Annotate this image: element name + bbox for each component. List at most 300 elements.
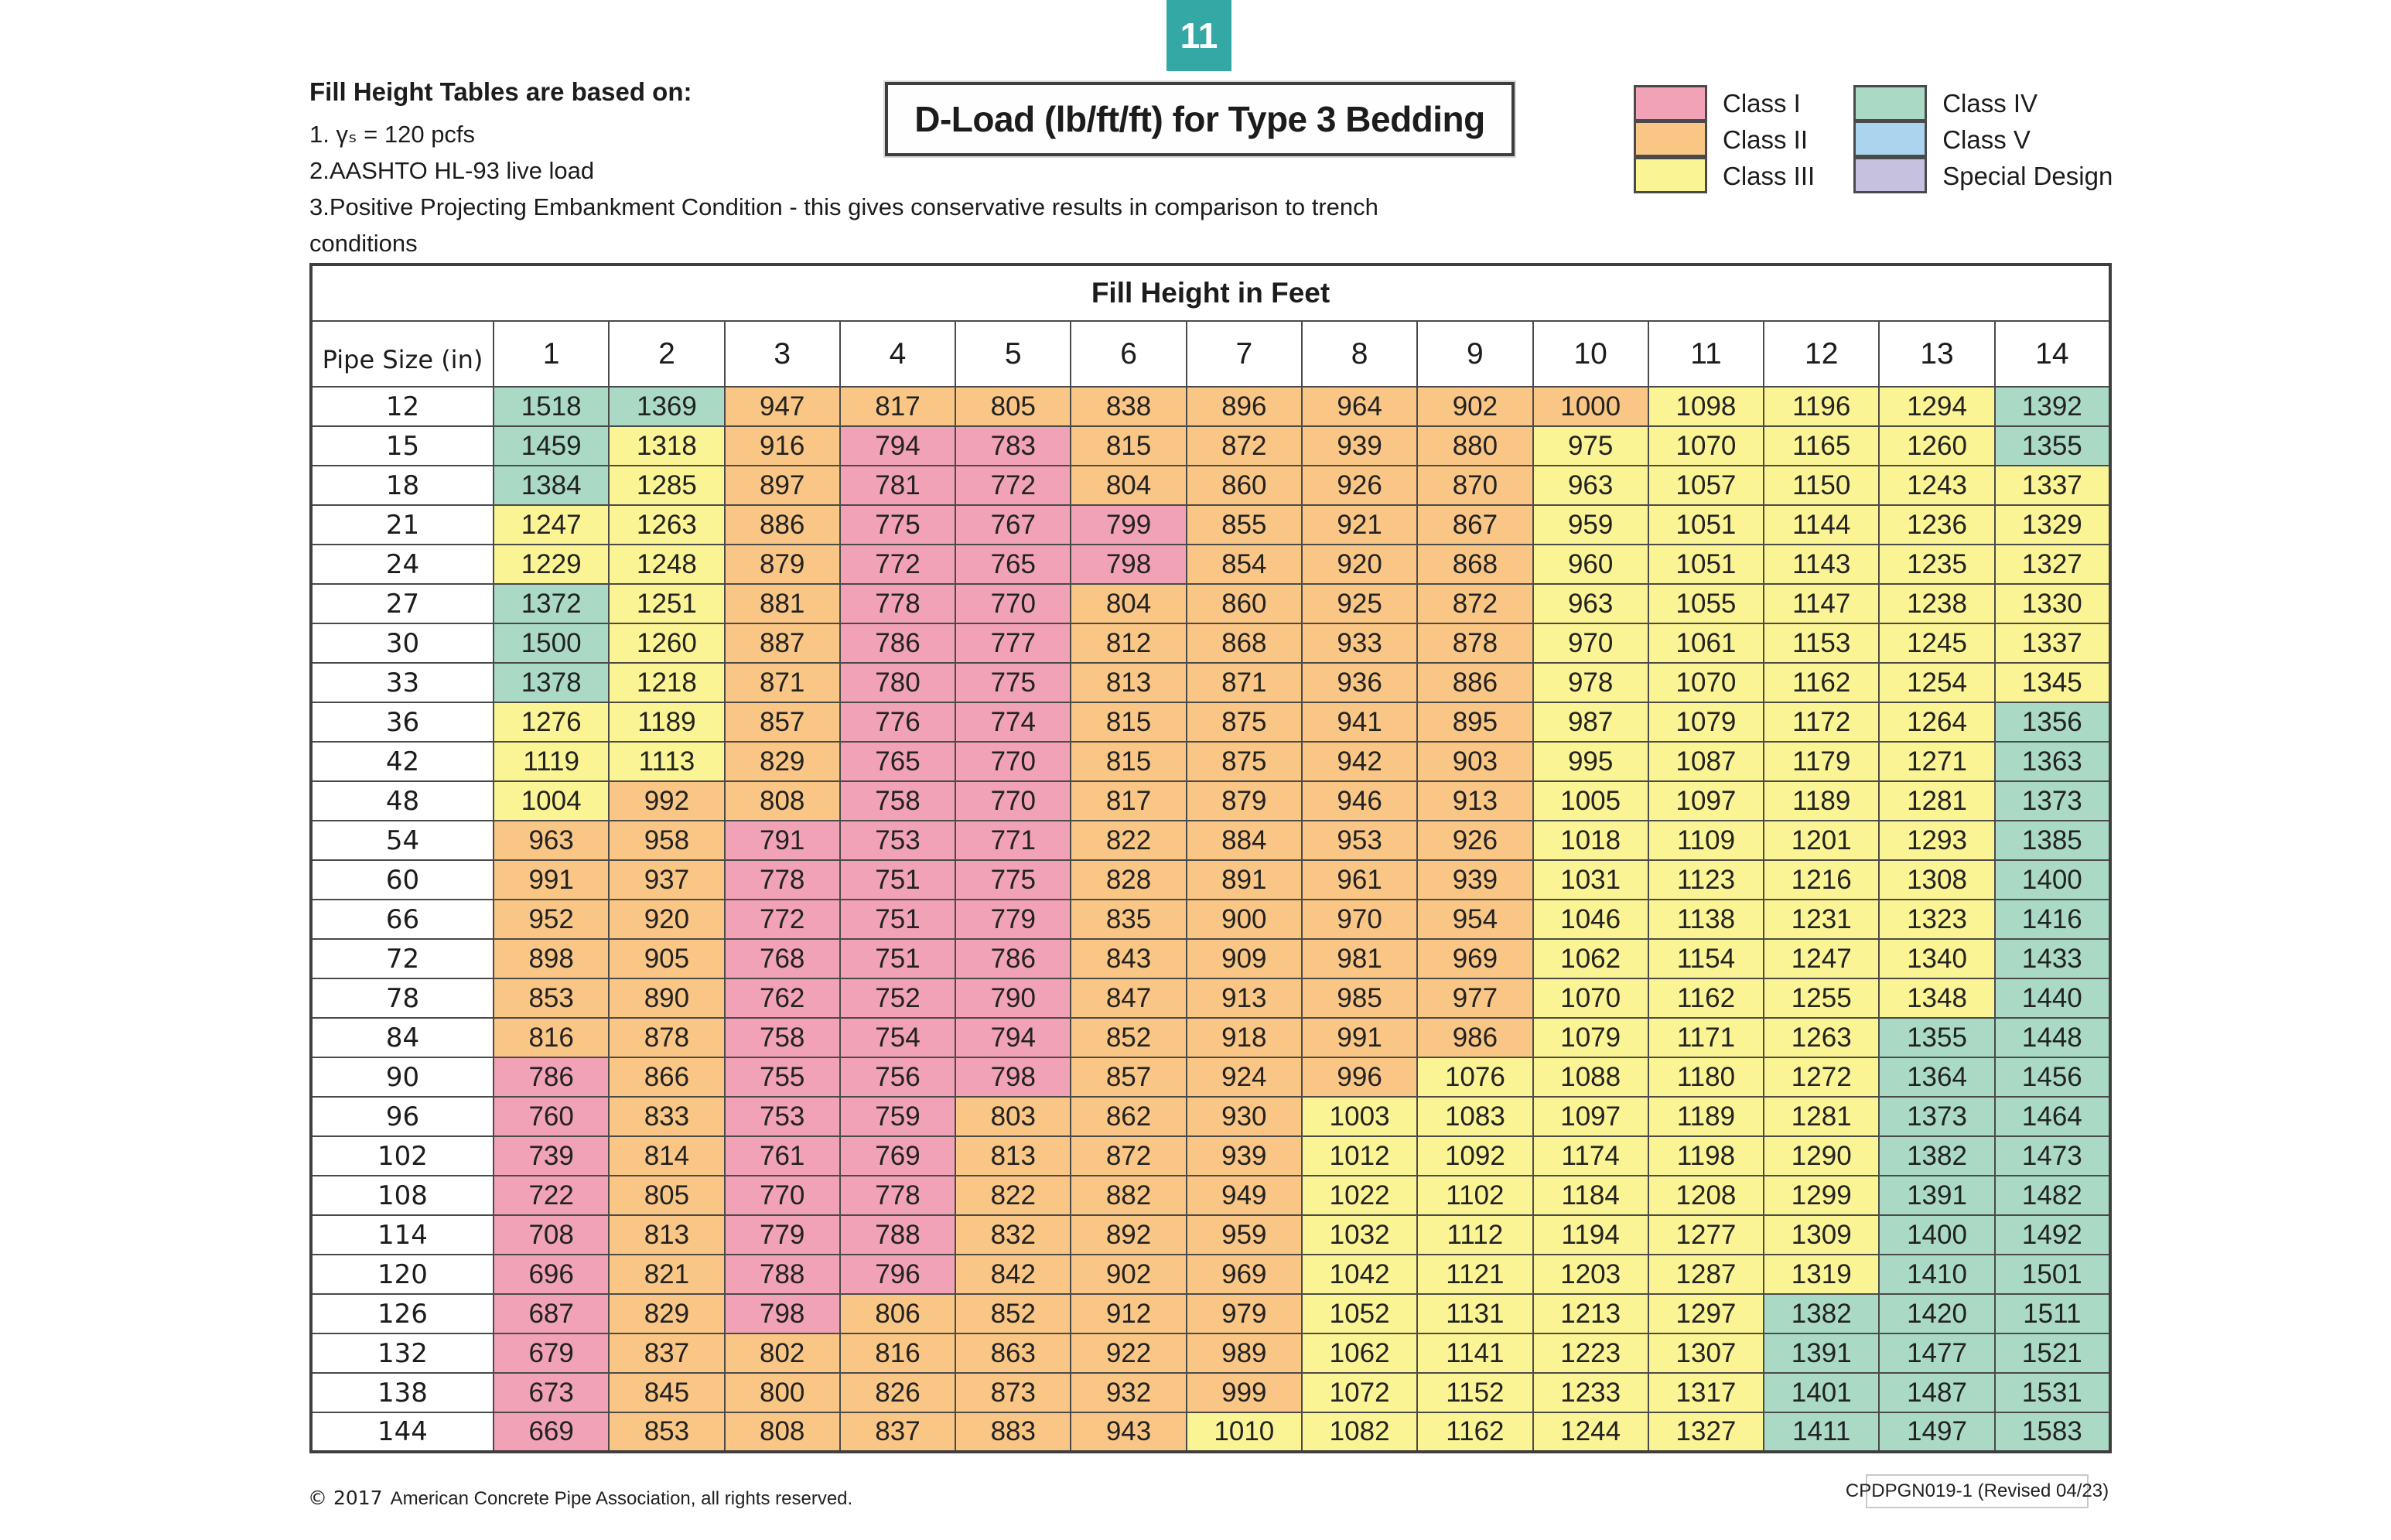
dload-cell: 995 xyxy=(1533,742,1648,781)
dload-cell: 1072 xyxy=(1302,1373,1417,1412)
dload-cell: 1309 xyxy=(1764,1215,1879,1255)
dload-cell: 880 xyxy=(1417,426,1532,466)
dload-cell: 1231 xyxy=(1764,900,1879,939)
dload-cell: 1297 xyxy=(1648,1294,1764,1333)
dload-cell: 769 xyxy=(840,1136,955,1176)
dload-cell: 845 xyxy=(609,1373,724,1412)
copyright-body: American Concrete Pipe Association, all rights reserved. xyxy=(390,1488,853,1509)
dload-cell: 842 xyxy=(955,1255,1071,1294)
dload-cell: 813 xyxy=(609,1215,724,1255)
dload-cell: 991 xyxy=(1302,1018,1417,1057)
dload-cell: 753 xyxy=(725,1097,840,1136)
dload-cell: 1092 xyxy=(1417,1136,1532,1176)
pipe-size-cell: 84 xyxy=(311,1018,494,1057)
dload-cell: 1162 xyxy=(1648,978,1764,1018)
dload-cell: 1076 xyxy=(1417,1057,1532,1097)
dload-cell: 768 xyxy=(725,939,840,978)
note-item-2: 2.AASHTO HL-93 live load xyxy=(309,157,595,184)
dload-cell: 1327 xyxy=(1995,545,2110,584)
dload-cell: 758 xyxy=(840,781,955,821)
pipe-size-corner-label: Pipe Size (in) xyxy=(311,321,494,387)
legend-column-1 xyxy=(1634,85,1815,194)
dload-cell: 1251 xyxy=(609,584,724,623)
dload-cell: 989 xyxy=(1187,1333,1302,1373)
dload-cell: 952 xyxy=(494,900,609,939)
fill-height-col-header: 11 xyxy=(1648,321,1764,387)
dload-cell: 896 xyxy=(1187,387,1302,426)
dload-cell: 1330 xyxy=(1995,584,2110,623)
dload-cell: 922 xyxy=(1071,1333,1186,1373)
dload-cell: 1179 xyxy=(1764,742,1879,781)
table-row xyxy=(311,505,2110,545)
dload-cell: 1271 xyxy=(1879,742,1994,781)
table-row xyxy=(311,387,2110,426)
dload-cell: 669 xyxy=(494,1412,609,1452)
dload-cell: 857 xyxy=(725,702,840,742)
dload-cell: 920 xyxy=(1302,545,1417,584)
dload-cell: 1327 xyxy=(1648,1412,1764,1452)
dload-cell: 854 xyxy=(1187,545,1302,584)
dload-cell: 1400 xyxy=(1879,1215,1994,1255)
dload-cell: 1244 xyxy=(1533,1412,1648,1452)
legend-label: Class II xyxy=(1723,125,1809,154)
legend-label: Class I xyxy=(1723,88,1801,118)
dload-cell: 1070 xyxy=(1648,663,1764,702)
dload-cell: 867 xyxy=(1417,505,1532,545)
dload-cell: 862 xyxy=(1071,1097,1186,1136)
dload-cell: 1260 xyxy=(609,623,724,663)
dload-cell: 1097 xyxy=(1533,1097,1648,1136)
dload-cell: 1174 xyxy=(1533,1136,1648,1176)
dload-cell: 804 xyxy=(1071,584,1186,623)
dload-cell: 884 xyxy=(1187,821,1302,860)
dload-cell: 872 xyxy=(1187,426,1302,466)
dload-cell: 772 xyxy=(840,545,955,584)
pipe-size-cell: 102 xyxy=(311,1136,494,1176)
dload-cell: 1010 xyxy=(1187,1412,1302,1452)
legend-label: Special Design xyxy=(1942,161,2113,190)
legend-swatch xyxy=(1853,121,1927,157)
dload-cell: 802 xyxy=(725,1333,840,1373)
dload-cell: 925 xyxy=(1302,584,1417,623)
dload-cell: 891 xyxy=(1187,860,1302,900)
dload-cell: 1119 xyxy=(494,742,609,781)
dload-cell: 960 xyxy=(1533,545,1648,584)
dload-cell: 1272 xyxy=(1764,1057,1879,1097)
dload-cell: 756 xyxy=(840,1057,955,1097)
table-row xyxy=(311,426,2110,466)
pipe-size-cell: 132 xyxy=(311,1333,494,1373)
dload-cell: 1363 xyxy=(1995,742,2110,781)
dload-cell: 941 xyxy=(1302,702,1417,742)
dload-cell: 1062 xyxy=(1302,1333,1417,1373)
dload-cell: 761 xyxy=(725,1136,840,1176)
dload-cell: 985 xyxy=(1302,978,1417,1018)
table-row xyxy=(311,900,2110,939)
legend-item xyxy=(1853,85,2113,121)
dload-cell: 937 xyxy=(609,860,724,900)
dload-cell: 1294 xyxy=(1879,387,1994,426)
fill-height-header: Fill Height in Feet xyxy=(311,265,2110,321)
dload-cell: 932 xyxy=(1071,1373,1186,1412)
dload-cell: 1112 xyxy=(1417,1215,1532,1255)
dload-cell: 1511 xyxy=(1995,1294,2110,1333)
legend-label: Class IV xyxy=(1942,88,2038,118)
dload-cell: 821 xyxy=(609,1255,724,1294)
dload-cell: 1194 xyxy=(1533,1215,1648,1255)
pipe-size-cell: 42 xyxy=(311,742,494,781)
dload-cell: 926 xyxy=(1417,821,1532,860)
dload-cell: 783 xyxy=(955,426,1071,466)
table-row xyxy=(311,1176,2110,1215)
dload-cell: 860 xyxy=(1187,466,1302,505)
dload-cell: 1172 xyxy=(1764,702,1879,742)
dload-cell: 912 xyxy=(1071,1294,1186,1333)
page-number-badge xyxy=(1166,0,1231,71)
dload-cell: 1082 xyxy=(1302,1412,1417,1452)
dload-cell: 913 xyxy=(1187,978,1302,1018)
dload-cell: 1448 xyxy=(1995,1018,2110,1057)
dload-cell: 881 xyxy=(725,584,840,623)
dload-cell: 942 xyxy=(1302,742,1417,781)
dload-cell: 1097 xyxy=(1648,781,1764,821)
dload-cell: 822 xyxy=(1071,821,1186,860)
dload-cell: 936 xyxy=(1302,663,1417,702)
dload-cell: 1113 xyxy=(609,742,724,781)
dload-cell: 900 xyxy=(1187,900,1302,939)
dload-cell: 1247 xyxy=(1764,939,1879,978)
dload-cell: 812 xyxy=(1071,623,1186,663)
dload-cell: 860 xyxy=(1187,584,1302,623)
dload-cell: 817 xyxy=(1071,781,1186,821)
table-title-box xyxy=(885,82,1515,156)
dload-cell: 1162 xyxy=(1764,663,1879,702)
table-row xyxy=(311,545,2110,584)
dload-cell: 762 xyxy=(725,978,840,1018)
dload-cell: 838 xyxy=(1071,387,1186,426)
dload-cell: 1521 xyxy=(1995,1333,2110,1373)
dload-cell: 1293 xyxy=(1879,821,1994,860)
dload-cell: 1121 xyxy=(1417,1255,1532,1294)
dload-cell: 759 xyxy=(840,1097,955,1136)
dload-cell: 1277 xyxy=(1648,1215,1764,1255)
dload-cell: 895 xyxy=(1417,702,1532,742)
fill-height-col-header: 7 xyxy=(1187,321,1302,387)
fill-height-col-header: 8 xyxy=(1302,321,1417,387)
dload-cell: 1456 xyxy=(1995,1057,2110,1097)
dload-cell: 1171 xyxy=(1648,1018,1764,1057)
dload-cell: 1340 xyxy=(1879,939,1994,978)
dload-cell: 1299 xyxy=(1764,1176,1879,1215)
dload-cell: 1109 xyxy=(1648,821,1764,860)
dload-cell: 673 xyxy=(494,1373,609,1412)
dload-cell: 1373 xyxy=(1879,1097,1994,1136)
table-row xyxy=(311,1373,2110,1412)
pipe-size-cell: 36 xyxy=(311,702,494,742)
dload-cell: 969 xyxy=(1187,1255,1302,1294)
dload-cell: 1152 xyxy=(1417,1373,1532,1412)
dload-cell: 754 xyxy=(840,1018,955,1057)
dload-cell: 903 xyxy=(1417,742,1532,781)
dload-cell: 776 xyxy=(840,702,955,742)
dload-cell: 804 xyxy=(1071,466,1186,505)
dload-cell: 886 xyxy=(725,505,840,545)
dload-cell: 887 xyxy=(725,623,840,663)
dload-cell: 868 xyxy=(1187,623,1302,663)
pipe-class-legend xyxy=(1634,85,2113,194)
dload-cell: 1482 xyxy=(1995,1176,2110,1215)
dload-cell: 791 xyxy=(725,821,840,860)
dload-cell: 708 xyxy=(494,1215,609,1255)
table-row xyxy=(311,1215,2110,1255)
dload-cell: 1385 xyxy=(1995,821,2110,860)
dload-cell: 902 xyxy=(1417,387,1532,426)
dload-cell: 1473 xyxy=(1995,1136,2110,1176)
dload-cell: 1433 xyxy=(1995,939,2110,978)
legend-item xyxy=(1853,121,2113,158)
dload-cell: 679 xyxy=(494,1333,609,1373)
dload-cell: 770 xyxy=(955,742,1071,781)
pipe-size-cell: 60 xyxy=(311,860,494,900)
dload-cell: 751 xyxy=(840,939,955,978)
pipe-size-cell: 18 xyxy=(311,466,494,505)
dload-cell: 828 xyxy=(1071,860,1186,900)
dload-cell: 875 xyxy=(1187,702,1302,742)
dload-cell: 1378 xyxy=(494,663,609,702)
dload-cell: 833 xyxy=(609,1097,724,1136)
dload-cell: 853 xyxy=(609,1412,724,1452)
dload-cell: 781 xyxy=(840,466,955,505)
document-code xyxy=(1845,1474,2109,1508)
dload-cell: 1400 xyxy=(1995,860,2110,900)
dload-cell: 1098 xyxy=(1648,387,1764,426)
dload-cell: 835 xyxy=(1071,900,1186,939)
dload-cell: 1143 xyxy=(1764,545,1879,584)
dload-cell: 1290 xyxy=(1764,1136,1879,1176)
pipe-size-cell: 12 xyxy=(311,387,494,426)
dload-cell: 1165 xyxy=(1764,426,1879,466)
dload-cell: 1083 xyxy=(1417,1097,1532,1136)
dload-cell: 751 xyxy=(840,900,955,939)
pipe-size-cell: 54 xyxy=(311,821,494,860)
dload-cell: 870 xyxy=(1417,466,1532,505)
dload-cell: 953 xyxy=(1302,821,1417,860)
dload-cell: 837 xyxy=(840,1412,955,1452)
dload-cell: 963 xyxy=(494,821,609,860)
dload-cell: 1531 xyxy=(1995,1373,2110,1412)
dload-cell: 1201 xyxy=(1764,821,1879,860)
dload-cell: 1203 xyxy=(1533,1255,1648,1294)
legend-column-2 xyxy=(1853,85,2113,194)
dload-cell: 875 xyxy=(1187,742,1302,781)
dload-cell: 1263 xyxy=(1764,1018,1879,1057)
dload-cell: 890 xyxy=(609,978,724,1018)
dload-cell: 786 xyxy=(955,939,1071,978)
dload-cell: 977 xyxy=(1417,978,1532,1018)
notes-heading: Fill Height Tables are based on: xyxy=(309,77,692,106)
dload-cell: 1088 xyxy=(1533,1057,1648,1097)
dload-cell: 774 xyxy=(955,702,1071,742)
dload-cell: 939 xyxy=(1417,860,1532,900)
dload-cell: 739 xyxy=(494,1136,609,1176)
dload-cell: 1055 xyxy=(1648,584,1764,623)
legend-label: Class III xyxy=(1723,161,1815,190)
dload-cell: 871 xyxy=(725,663,840,702)
fill-height-col-header: 6 xyxy=(1071,321,1186,387)
dload-cell: 1162 xyxy=(1417,1412,1532,1452)
dload-cell: 799 xyxy=(1071,505,1186,545)
dload-cell: 1373 xyxy=(1995,781,2110,821)
dload-cell: 1018 xyxy=(1533,821,1648,860)
dload-cell: 1337 xyxy=(1995,623,2110,663)
dload-cell: 878 xyxy=(1417,623,1532,663)
dload-cell: 1131 xyxy=(1417,1294,1532,1333)
dload-cell: 963 xyxy=(1533,466,1648,505)
dload-cell: 1057 xyxy=(1648,466,1764,505)
dload-cell: 1229 xyxy=(494,545,609,584)
fill-height-col-header: 2 xyxy=(609,321,724,387)
fill-height-col-header: 12 xyxy=(1764,321,1879,387)
dload-cell: 815 xyxy=(1071,742,1186,781)
dload-cell: 1218 xyxy=(609,663,724,702)
dload-cell: 1189 xyxy=(609,702,724,742)
table-body xyxy=(311,387,2110,1452)
dload-cell: 800 xyxy=(725,1373,840,1412)
dload-cell: 1477 xyxy=(1879,1333,1994,1373)
fill-height-col-header: 5 xyxy=(955,321,1071,387)
dload-cell: 949 xyxy=(1187,1176,1302,1215)
dload-cell: 1411 xyxy=(1764,1412,1879,1452)
dload-cell: 1281 xyxy=(1764,1097,1879,1136)
dload-cell: 954 xyxy=(1417,900,1532,939)
dload-cell: 1459 xyxy=(494,426,609,466)
dload-cell: 1216 xyxy=(1764,860,1879,900)
dload-cell: 696 xyxy=(494,1255,609,1294)
pipe-size-cell: 90 xyxy=(311,1057,494,1097)
table-row xyxy=(311,1412,2110,1452)
table-row xyxy=(311,1294,2110,1333)
dload-cell: 826 xyxy=(840,1373,955,1412)
dload-cell: 999 xyxy=(1187,1373,1302,1412)
dload-cell: 871 xyxy=(1187,663,1302,702)
dload-cell: 780 xyxy=(840,663,955,702)
dload-cell: 770 xyxy=(955,584,1071,623)
dload-cell: 1238 xyxy=(1879,584,1994,623)
dload-cell: 1392 xyxy=(1995,387,2110,426)
dload-cell: 1348 xyxy=(1879,978,1994,1018)
dload-cell: 837 xyxy=(609,1333,724,1373)
table-row xyxy=(311,860,2110,900)
dload-cell: 767 xyxy=(955,505,1071,545)
dload-cell: 924 xyxy=(1187,1057,1302,1097)
legend-item xyxy=(1853,158,2113,194)
dload-cell: 843 xyxy=(1071,939,1186,978)
dload-cell: 1213 xyxy=(1533,1294,1648,1333)
table-row xyxy=(311,1333,2110,1373)
pipe-size-cell: 138 xyxy=(311,1373,494,1412)
dload-cell: 863 xyxy=(955,1333,1071,1373)
dload-cell: 1281 xyxy=(1879,781,1994,821)
dload-cell: 1243 xyxy=(1879,466,1994,505)
dload-cell: 866 xyxy=(609,1057,724,1097)
dload-cell: 892 xyxy=(1071,1215,1186,1255)
dload-cell: 1150 xyxy=(1764,466,1879,505)
dload-cell: 803 xyxy=(955,1097,1071,1136)
fill-height-col-header: 3 xyxy=(725,321,840,387)
fill-height-col-header: 9 xyxy=(1417,321,1532,387)
dload-cell: 1487 xyxy=(1879,1373,1994,1412)
dload-cell: 778 xyxy=(840,584,955,623)
dload-cell: 1416 xyxy=(1995,900,2110,939)
dload-cell: 909 xyxy=(1187,939,1302,978)
dload-cell: 752 xyxy=(840,978,955,1018)
pipe-size-cell: 15 xyxy=(311,426,494,466)
dload-cell: 933 xyxy=(1302,623,1417,663)
copyright-text xyxy=(308,1487,852,1510)
dload-cell: 857 xyxy=(1071,1057,1186,1097)
dload-cell: 1464 xyxy=(1995,1097,2110,1136)
dload-cell: 814 xyxy=(609,1136,724,1176)
dload-cell: 798 xyxy=(725,1294,840,1333)
dload-cell: 873 xyxy=(955,1373,1071,1412)
dload-cell: 939 xyxy=(1302,426,1417,466)
dload-cell: 778 xyxy=(840,1176,955,1215)
table-row xyxy=(311,663,2110,702)
dload-cell: 788 xyxy=(840,1215,955,1255)
dload-cell: 918 xyxy=(1187,1018,1302,1057)
dload-cell: 1079 xyxy=(1533,1018,1648,1057)
dload-cell: 1329 xyxy=(1995,505,2110,545)
dload-cell: 829 xyxy=(725,742,840,781)
table-row xyxy=(311,1057,2110,1097)
legend-swatch xyxy=(1634,85,1707,121)
dload-cell: 1061 xyxy=(1648,623,1764,663)
dload-cell: 1317 xyxy=(1648,1373,1764,1412)
dload-cell: 1062 xyxy=(1533,939,1648,978)
pipe-size-cell: 144 xyxy=(311,1412,494,1452)
dload-cell: 1189 xyxy=(1764,781,1879,821)
dload-cell: 1518 xyxy=(494,387,609,426)
dload-cell: 1345 xyxy=(1995,663,2110,702)
dload-cell: 1323 xyxy=(1879,900,1994,939)
dload-cell: 1500 xyxy=(494,623,609,663)
legend-label: Class V xyxy=(1942,125,2031,154)
dload-cell: 770 xyxy=(955,781,1071,821)
dload-cell: 822 xyxy=(955,1176,1071,1215)
dload-cell: 765 xyxy=(840,742,955,781)
dload-cell: 905 xyxy=(609,939,724,978)
dload-cell: 1138 xyxy=(1648,900,1764,939)
dload-cell: 788 xyxy=(725,1255,840,1294)
pipe-size-cell: 108 xyxy=(311,1176,494,1215)
dload-cell: 1308 xyxy=(1879,860,1994,900)
table-row xyxy=(311,1136,2110,1176)
dload-cell: 981 xyxy=(1302,939,1417,978)
dload-cell: 1276 xyxy=(494,702,609,742)
dload-cell: 1223 xyxy=(1533,1333,1648,1373)
dload-cell: 722 xyxy=(494,1176,609,1215)
dload-cell: 1233 xyxy=(1533,1373,1648,1412)
dload-cell: 1004 xyxy=(494,781,609,821)
dload-cell: 808 xyxy=(725,1412,840,1452)
dload-cell: 1052 xyxy=(1302,1294,1417,1333)
dload-cell: 1440 xyxy=(1995,978,2110,1018)
dload-cell: 794 xyxy=(840,426,955,466)
dload-cell: 1189 xyxy=(1648,1097,1764,1136)
dload-cell: 920 xyxy=(609,900,724,939)
dload-cell: 753 xyxy=(840,821,955,860)
document-code-text: CPDPGN019-1 (Revised 04/23) xyxy=(1845,1480,2109,1501)
